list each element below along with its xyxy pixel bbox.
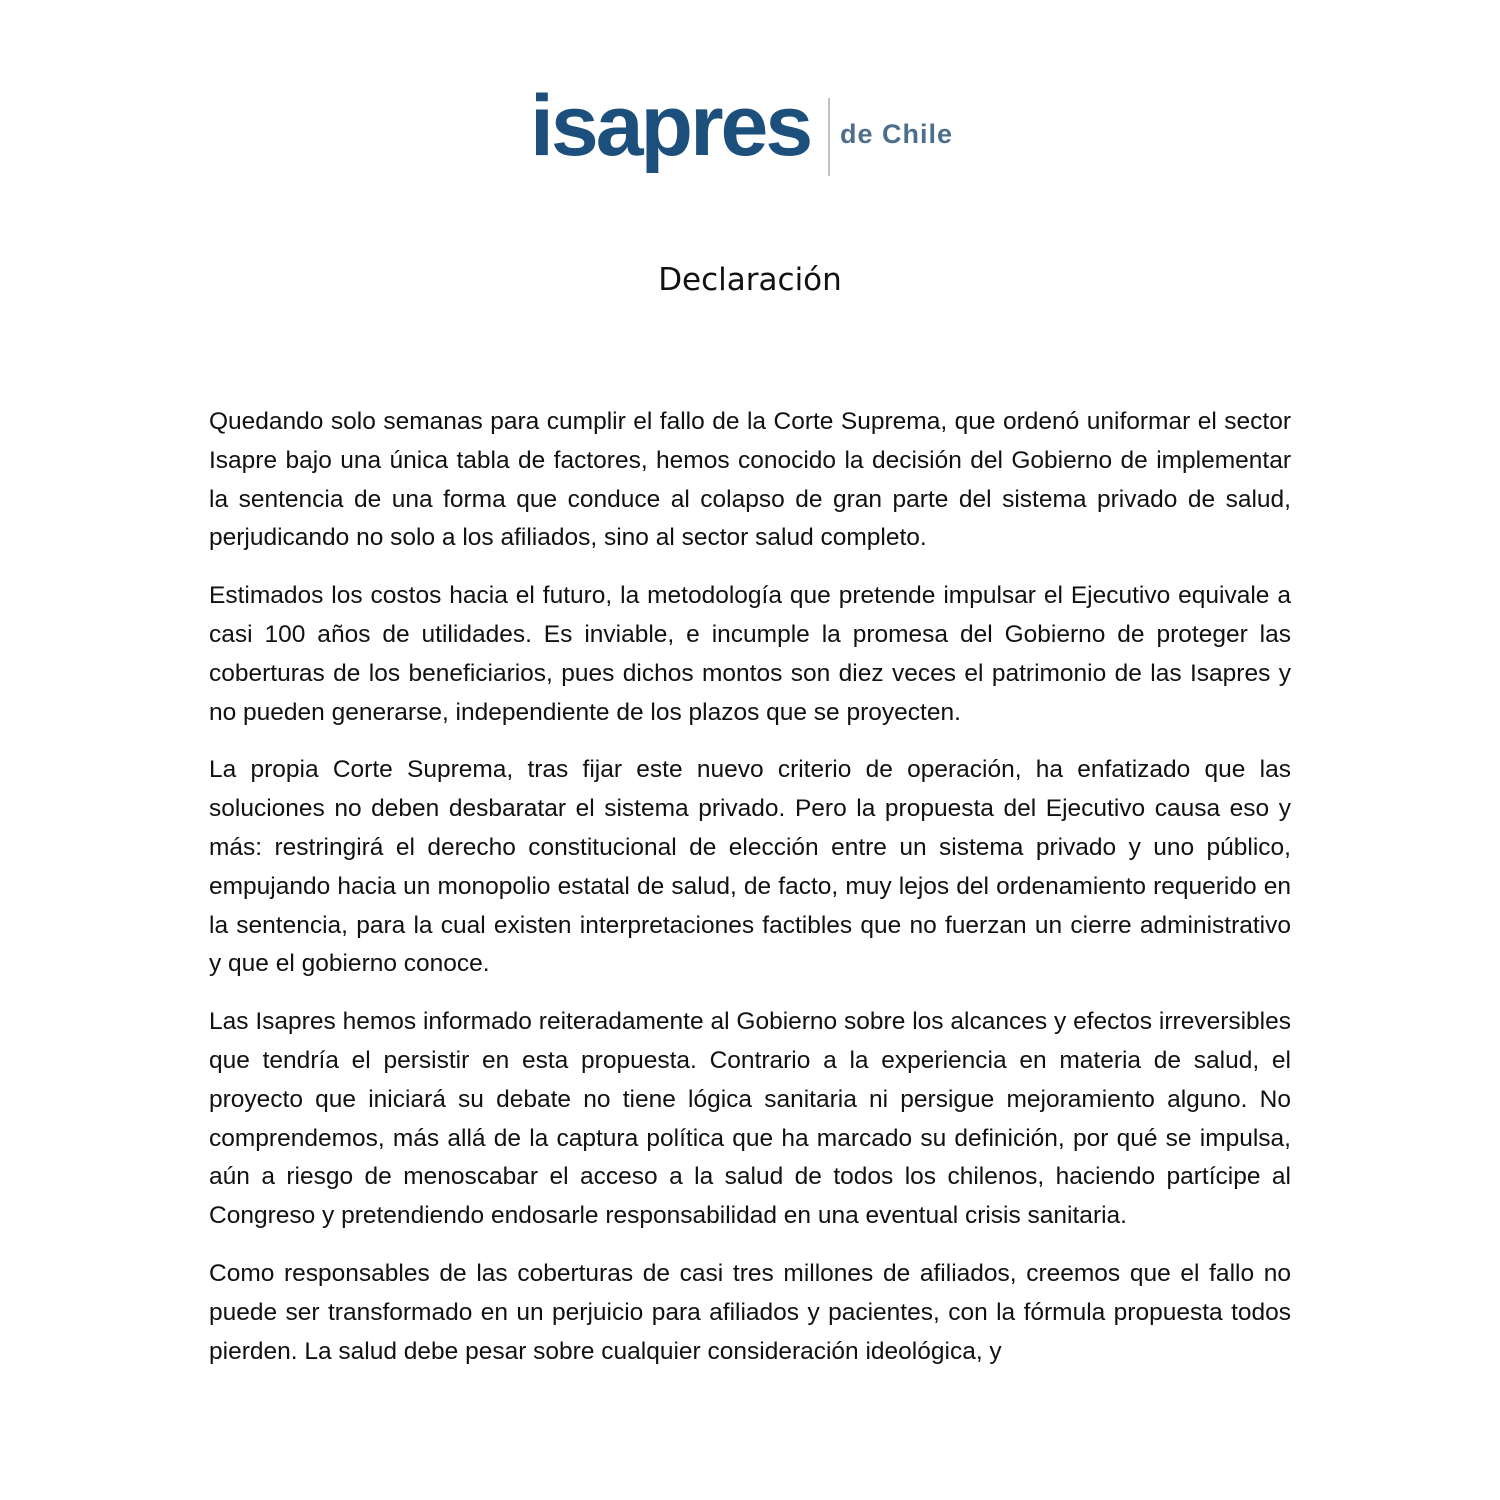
logo-wordmark: isapres bbox=[530, 78, 811, 174]
document-body bbox=[209, 403, 1291, 1390]
logo-divider bbox=[828, 98, 830, 176]
paragraph-2: Estimados los costos hacia el futuro, la metodología que pretende impulsar el Ejecutivo equivale a casi 100 años de utilidades. Es inviable, e incumple la promesa del Gobierno de proteger las coberturas de los beneficiarios, pues dichos montos son diez veces el patrimonio de las Isapres y no pueden generarse, independiente de los plazos que se proyecten. bbox=[209, 582, 1291, 726]
isapres-logo bbox=[528, 78, 978, 184]
paragraph-1: Quedando solo semanas para cumplir el fallo de la Corte Suprema, que ordenó uniformar el sector Isapre bajo una única tabla de factores, hemos conocido la decisión del Gobierno de implementar la sentencia de una forma que conduce al colapso de gran parte del sistema privado de salud, perjudicando no solo a los afiliados, sino al sector salud completo. bbox=[209, 408, 1291, 552]
logo-subtitle: de Chile bbox=[840, 119, 954, 149]
paragraph-5: Como responsables de las coberturas de casi tres millones de afiliados, creemos que el fallo no puede ser transformado en un perjuicio para afiliados y pacientes, con la fórmula propuesta todos pierden. La salud debe pesar sobre cualquier consideración ideológica, y bbox=[209, 1259, 1291, 1365]
paragraph-3: La propia Corte Suprema, tras fijar este nuevo criterio de operación, ha enfatizado que las soluciones no deben desbaratar el sistema privado. Pero la propuesta del Ejecutivo causa eso y más: restringirá el derecho constitucional de elección entre un sistema privado y uno público, empujando hacia un monopolio estatal de salud, de facto, muy lejos del ordenamiento requerido en la sentencia, para la cual existen interpretaciones factibles que no fuerzan un cierre administrativo y que el gobierno conoce. bbox=[209, 756, 1291, 978]
paragraph-4: Las Isapres hemos informado reiteradamente al Gobierno sobre los alcances y efectos irreversibles que tendría el persistir en esta propuesta. Contrario a la experiencia en materia de salud, el proyecto que iniciará su debate no tiene lógica sanitaria ni persigue mejoramiento alguno. No comprendemos, más allá de la captura política que ha marcado su definición, por qué se impulsa, aún a riesgo de menoscabar el acceso a la salud de todos los chilenos, haciendo partícipe al Congreso y pretendiendo endosarle responsabilidad en una eventual crisis sanitaria. bbox=[209, 1008, 1291, 1230]
document-title: Declaración bbox=[658, 262, 842, 298]
